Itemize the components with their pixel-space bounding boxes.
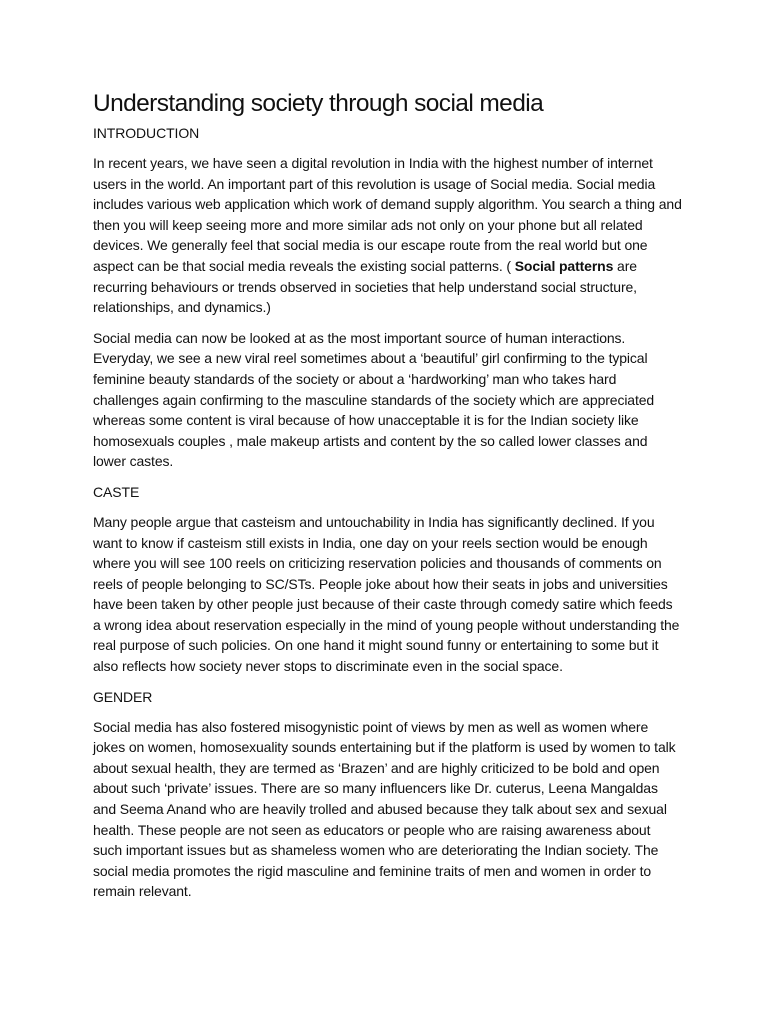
- section-introduction: [93, 123, 683, 472]
- section-caste: [93, 482, 683, 677]
- gender-paragraph: Social media has also fostered misogynistic point of views by men as well as women where jokes on women, homosexuality sounds entertaining but if the platform is used by women to talk about sexual health, they are termed as ‘Brazen’ and are highly criticized to be bold and open about such ‘private’ issues. There are so many influencers like Dr. cuterus, Leena Mangaldas and Seema Anand who are heavily trolled and abused because they talk about sex and sexual health. These people are not seen as educators or people who are raising awareness about such important issues but as shameless women who are deteriorating the Indian society. The social media promotes the rigid masculine and feminine traits of men and women in order to remain relevant.: [93, 718, 676, 900]
- intro-paragraph-1-text-a: In recent years, we have seen a digital revolution in India with the highest number of internet users in the world. An important part of this revolution is usage of Social media. Social media includes various web application which work of demand supply algorithm. You search a thing and then you will keep seeing more and more similar ads not only on your phone but all related devices. We generally feel that social media is our escape route from the real world but one aspect can be that social media reveals the existing social patterns. (: [93, 155, 682, 274]
- section-gender: [93, 687, 683, 902]
- intro-paragraph-2: Social media can now be looked at as the most important source of human interactions. Everyday, we see a new viral reel sometimes about a ‘beautiful’ girl confirming to the typical feminine beauty standards of the society or about a ‘hardworking’ man who takes hard challenges again confirming to the masculine standards of the society which are appreciated whereas some content is viral because of how unacceptable it is for the Indian society like homosexuals couples , male makeup artists and content by the so called lower classes and lower castes.: [93, 329, 655, 470]
- intro-paragraph-1-text-b: are recurring behaviours or trends observed in societies that help understand social structure, relationships, and dynamics.): [93, 257, 637, 316]
- section-heading-introduction: INTRODUCTION: [93, 125, 200, 141]
- document-page: [93, 88, 683, 912]
- intro-paragraph-1: [93, 153, 683, 318]
- section-heading-gender: GENDER: [93, 688, 153, 705]
- caste-paragraph: Many people argue that casteism and untouchability in India has significantly declined. If you want to know if casteism still exists in India, one day on your reels section would be enough where you will see 100 reels on criticizing reservation policies and thousands of comments on reels of people belonging to SC/STs. People joke about how their seats in jobs and universities have been taken by other people just because of their caste through comedy satire which feeds a wrong idea about reservation especially in the mind of young people without understanding the real purpose of such policies. On one hand it might sound funny or entertaining to some but it also reflects how society never stops to discriminate even in the social space.: [93, 513, 680, 675]
- intro-bold-term: Social patterns: [514, 257, 614, 274]
- document-title: Understanding society through social media: [93, 90, 544, 117]
- section-heading-caste: CASTE: [93, 483, 140, 500]
